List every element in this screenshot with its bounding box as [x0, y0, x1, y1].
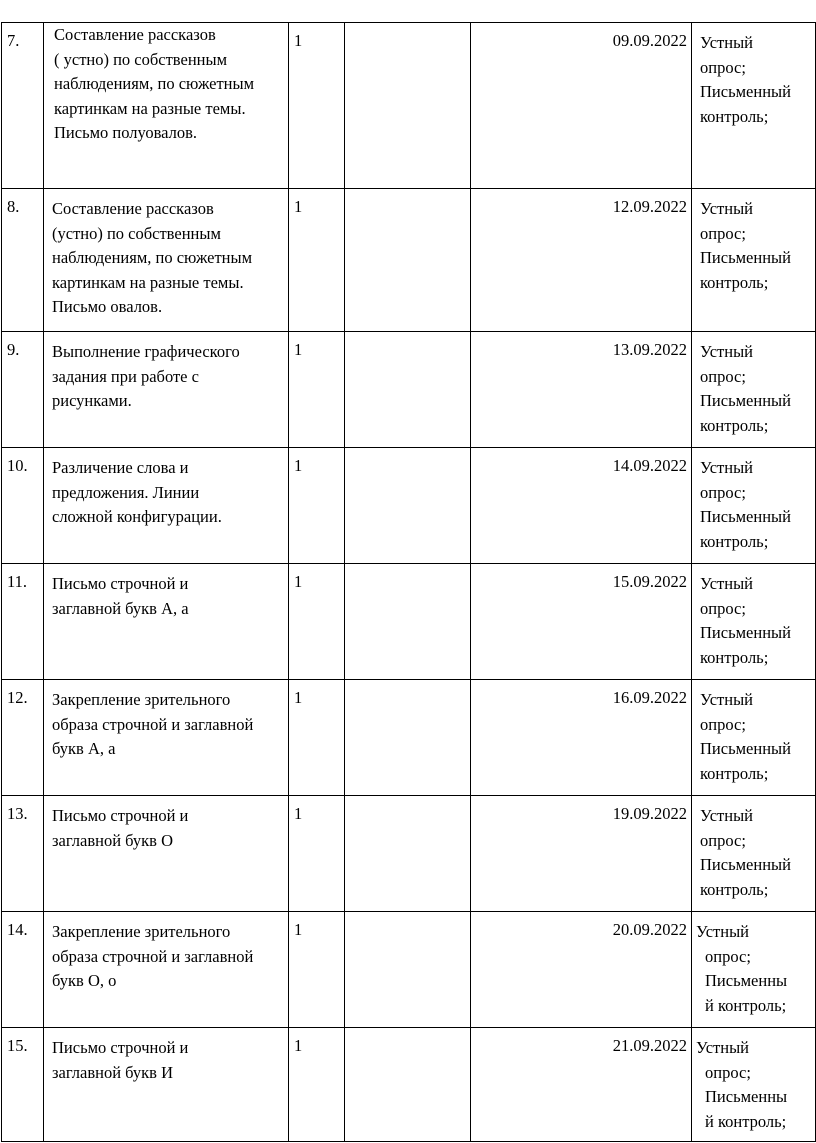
- empty-cell: [345, 564, 471, 680]
- lesson-hours: 1: [289, 448, 345, 564]
- empty-cell: [345, 189, 471, 332]
- lesson-date: 14.09.2022: [471, 448, 692, 564]
- table-row: [2, 912, 816, 1028]
- lesson-topic: Письмо строчной и заглавной букв А, а: [44, 564, 289, 680]
- lesson-date: 20.09.2022: [471, 912, 692, 1028]
- control-form: Устный опрос; Письменный контроль;: [692, 680, 816, 796]
- lesson-topic: Составление рассказов ( устно) по собственным наблюдениям, по сюжетным картинкам на разные темы. Письмо полуовалов.: [44, 23, 289, 189]
- table-row: [2, 1028, 816, 1142]
- lesson-plan-table: [1, 22, 816, 1142]
- lesson-number: 9.: [2, 332, 44, 448]
- table-row: [2, 680, 816, 796]
- empty-cell: [345, 448, 471, 564]
- table-row: [2, 448, 816, 564]
- lesson-hours: 1: [289, 912, 345, 1028]
- lesson-number: 14.: [2, 912, 44, 1028]
- empty-cell: [345, 23, 471, 189]
- lesson-hours: 1: [289, 189, 345, 332]
- empty-cell: [345, 912, 471, 1028]
- lesson-number: 8.: [2, 189, 44, 332]
- table-row: [2, 23, 816, 189]
- control-form: Устный опрос; Письменный контроль;: [692, 332, 816, 448]
- table-row: [2, 796, 816, 912]
- table-row: [2, 564, 816, 680]
- lesson-hours: 1: [289, 332, 345, 448]
- empty-cell: [345, 796, 471, 912]
- control-form: Устный опрос; Письменный контроль;: [692, 796, 816, 912]
- table-row: [2, 189, 816, 332]
- lesson-hours: 1: [289, 680, 345, 796]
- lesson-date: 13.09.2022: [471, 332, 692, 448]
- empty-cell: [345, 1028, 471, 1142]
- control-form: Устный опрос; Письменный контроль;: [692, 564, 816, 680]
- lesson-number: 7.: [2, 23, 44, 189]
- control-form: Устный опрос; Письменный контроль;: [692, 23, 816, 189]
- lesson-number: 12.: [2, 680, 44, 796]
- lesson-topic: Письмо строчной и заглавной букв О: [44, 796, 289, 912]
- lesson-hours: 1: [289, 1028, 345, 1142]
- lesson-number: 15.: [2, 1028, 44, 1142]
- lesson-hours: 1: [289, 564, 345, 680]
- lesson-number: 13.: [2, 796, 44, 912]
- lesson-date: 15.09.2022: [471, 564, 692, 680]
- empty-cell: [345, 680, 471, 796]
- lesson-topic: Закрепление зрительного образа строчной и заглавной букв А, а: [44, 680, 289, 796]
- lesson-hours: 1: [289, 23, 345, 189]
- lesson-number: 11.: [2, 564, 44, 680]
- lesson-number: 10.: [2, 448, 44, 564]
- control-form: Устный опрос; Письменный контроль;: [692, 448, 816, 564]
- lesson-topic: Различение слова и предложения. Линии сложной конфигурации.: [44, 448, 289, 564]
- table-row: [2, 332, 816, 448]
- lesson-date: 16.09.2022: [471, 680, 692, 796]
- lesson-date: 12.09.2022: [471, 189, 692, 332]
- lesson-date: 09.09.2022: [471, 23, 692, 189]
- lesson-topic: Составление рассказов (устно) по собственным наблюдениям, по сюжетным картинкам на разные темы. Письмо овалов.: [44, 189, 289, 332]
- empty-cell: [345, 332, 471, 448]
- lesson-topic: Закрепление зрительного образа строчной и заглавной букв О, о: [44, 912, 289, 1028]
- lesson-date: 21.09.2022: [471, 1028, 692, 1142]
- lesson-date: 19.09.2022: [471, 796, 692, 912]
- lesson-topic: Письмо строчной и заглавной букв И: [44, 1028, 289, 1142]
- lesson-hours: 1: [289, 796, 345, 912]
- control-form: Устный опрос; Письменный контроль;: [692, 189, 816, 332]
- lesson-topic: Выполнение графического задания при работе с рисунками.: [44, 332, 289, 448]
- control-form: Устный опрос; Письменны й контроль;: [692, 1028, 816, 1142]
- control-form: Устный опрос; Письменны й контроль;: [692, 912, 816, 1028]
